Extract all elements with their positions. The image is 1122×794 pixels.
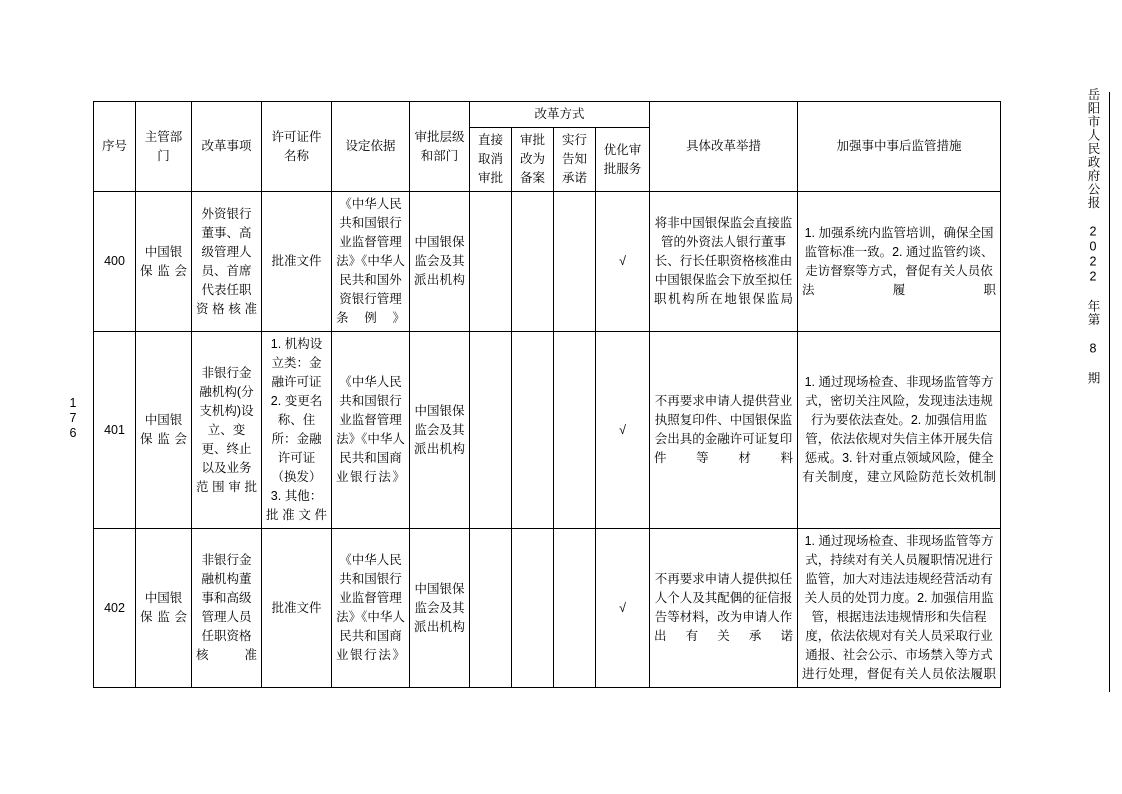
cell-supervise: 1. 通过现场检查、非现场监管等方式，持续对有关人员履职情况进行监管，加大对违法违规经营活动有关人员的处罚力度。2. 加强信用监管，根据违法违规情形和失信程度，依法依规对有关人员采取行业通报、社会公示、市场禁入等方式进行处理，督促有关人员依法履职 — [798, 529, 1001, 688]
cell-optimize: √ — [596, 529, 650, 688]
cell-item: 非银行金融机构董事和高级管理人员任职资格核准 — [192, 529, 262, 688]
cell-seq: 401 — [94, 332, 136, 529]
cell-level: 中国银保监会及其派出机构 — [410, 332, 470, 529]
header-record: 审批改为备案 — [512, 128, 554, 192]
header-optimize: 优化审批服务 — [596, 128, 650, 192]
running-head: 岳阳市人民政府公报 2022 年第 8 期 — [1086, 88, 1100, 385]
cell-optimize: √ — [596, 192, 650, 332]
cell-measures: 将非中国银保监会直接监管的外资法人银行董事长、行长任职资格核准由中国银保监会下放至拟任职机构所在地银保监局 — [650, 192, 798, 332]
cell-promise — [554, 192, 596, 332]
header-cert: 许可证件名称 — [262, 102, 332, 192]
reform-table — [93, 101, 1001, 688]
table-row — [94, 332, 1001, 529]
cell-seq: 402 — [94, 529, 136, 688]
cell-promise — [554, 332, 596, 529]
cell-supervise: 1. 通过现场检查、非现场监管等方式，密切关注风险，发现违法违规行为要依法查处。2. 加强信用监管，依法依规对失信主体开展失信惩戒。3. 针对重点领域风险，健全有关制度，建立风险防范长效机制 — [798, 332, 1001, 529]
table-row — [94, 529, 1001, 688]
cell-supervise: 1. 加强系统内监管培训，确保全国监管标准一致。2. 通过监管约谈、走访督察等方式，督促有关人员依法履职 — [798, 192, 1001, 332]
header-seq: 序号 — [94, 102, 136, 192]
header-item: 改革事项 — [192, 102, 262, 192]
table-header — [94, 102, 1001, 192]
cell-measures: 不再要求申请人提供拟任人个人及其配偶的征信报告等材料，改为申请人作出有关承诺 — [650, 529, 798, 688]
cell-dept: 中国银保监会 — [136, 192, 192, 332]
header-dept: 主管部门 — [136, 102, 192, 192]
page-number: 176 — [66, 396, 80, 441]
header-level: 审批层级和部门 — [410, 102, 470, 192]
cell-dept: 中国银保监会 — [136, 332, 192, 529]
cell-dept: 中国银保监会 — [136, 529, 192, 688]
table-row — [94, 192, 1001, 332]
cell-record — [512, 192, 554, 332]
cell-cert: 1. 机构设立类：金融许可证 2. 变更名称、住所：金融许可证（换发） 3. 其他：批准文件 — [262, 332, 332, 529]
cell-promise — [554, 529, 596, 688]
header-reform-method-group: 改革方式 — [470, 102, 650, 128]
cell-cancel — [470, 192, 512, 332]
cell-basis: 《中华人民共和国银行业监督管理法》《中华人民共和国商业银行法》 — [332, 332, 410, 529]
header-promise: 实行告知承诺 — [554, 128, 596, 192]
cell-cancel — [470, 332, 512, 529]
header-basis: 设定依据 — [332, 102, 410, 192]
cell-level: 中国银保监会及其派出机构 — [410, 192, 470, 332]
cell-optimize: √ — [596, 332, 650, 529]
cell-record — [512, 529, 554, 688]
table-body — [94, 192, 1001, 688]
cell-basis: 《中华人民共和国银行业监督管理法》《中华人民共和国商业银行法》 — [332, 529, 410, 688]
header-cancel: 直接取消审批 — [470, 128, 512, 192]
cell-cert: 批准文件 — [262, 192, 332, 332]
reform-table-wrapper — [93, 101, 1000, 688]
cell-seq: 400 — [94, 192, 136, 332]
cell-cancel — [470, 529, 512, 688]
cell-record — [512, 332, 554, 529]
cell-level: 中国银保监会及其派出机构 — [410, 529, 470, 688]
running-head-rule — [1109, 92, 1110, 692]
cell-measures: 不再要求申请人提供营业执照复印件、中国银保监会出具的金融许可证复印件等材料 — [650, 332, 798, 529]
header-measures: 具体改革举措 — [650, 102, 798, 192]
cell-item: 外资银行董事、高级管理人员、首席代表任职资格核准 — [192, 192, 262, 332]
header-supervise: 加强事中事后监管措施 — [798, 102, 1001, 192]
cell-basis: 《中华人民共和国银行业监督管理法》《中华人民共和国外资银行管理条例》 — [332, 192, 410, 332]
cell-item: 非银行金融机构(分支机构)设立、变更、终止以及业务范围审批 — [192, 332, 262, 529]
cell-cert: 批准文件 — [262, 529, 332, 688]
table-header-row-1 — [94, 102, 1001, 128]
